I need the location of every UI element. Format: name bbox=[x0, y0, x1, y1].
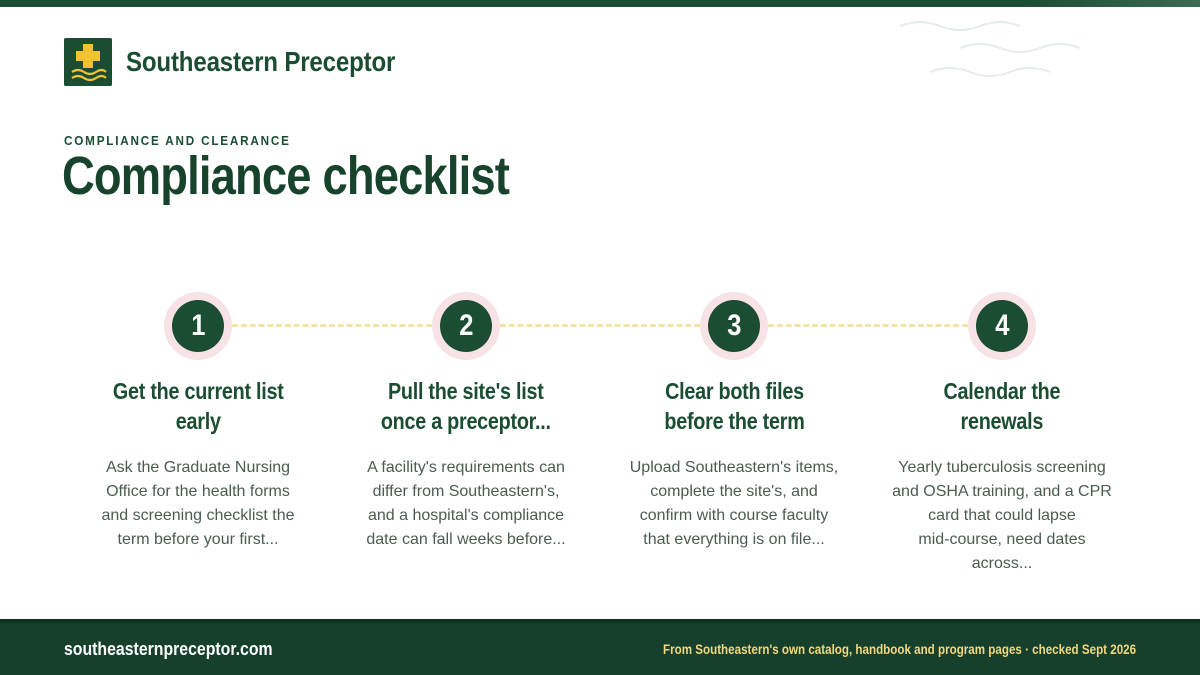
step-number-badge bbox=[432, 292, 500, 360]
step-description: Yearly tuberculosis screening and OSHA training, and a CPR card that could lapse mid-course, need dates across... bbox=[892, 459, 1112, 572]
step-title: Clear both files before the term bbox=[663, 378, 805, 434]
step-description: Ask the Graduate Nursing Office for the health forms and screening checklist the term before your first... bbox=[101, 459, 295, 548]
step-connector bbox=[500, 324, 700, 327]
step-description: A facility's requirements can differ from Southeastern's, and a hospital's compliance date can fall weeks before... bbox=[366, 459, 566, 548]
brand-name: Southeastern Preceptor bbox=[126, 46, 396, 77]
step-number: 3 bbox=[726, 309, 742, 342]
step-number: 1 bbox=[190, 309, 206, 342]
step-connector bbox=[232, 324, 432, 327]
footer-source-note: From Southeastern's own catalog, handbook and program pages · checked Sept 2026 bbox=[662, 642, 1136, 657]
top-accent-bar bbox=[0, 0, 1200, 7]
step-description: Upload Southeastern's items, complete the site's, and confirm with course faculty that everything is on file... bbox=[629, 459, 839, 548]
step-title: Get the current list early bbox=[112, 378, 284, 434]
footer-website-link[interactable]: southeasternpreceptor.com bbox=[64, 639, 273, 659]
step-number-badge bbox=[700, 292, 768, 360]
step-number-badge bbox=[164, 292, 232, 360]
brand[interactable] bbox=[64, 38, 439, 86]
footer bbox=[0, 619, 1200, 675]
page-title: Compliance checklist bbox=[62, 146, 510, 206]
step-number: 2 bbox=[458, 309, 474, 342]
step-number: 4 bbox=[994, 309, 1010, 342]
decorative-waves-icon bbox=[895, 14, 1095, 84]
step-title: Calendar the renewals bbox=[943, 378, 1061, 434]
step-title: Pull the site's list once a preceptor... bbox=[381, 378, 551, 434]
section-eyebrow: COMPLIANCE AND CLEARANCE bbox=[64, 133, 291, 148]
step-number-badge bbox=[968, 292, 1036, 360]
step-connector bbox=[768, 324, 968, 327]
cross-on-waves-icon bbox=[64, 38, 112, 86]
